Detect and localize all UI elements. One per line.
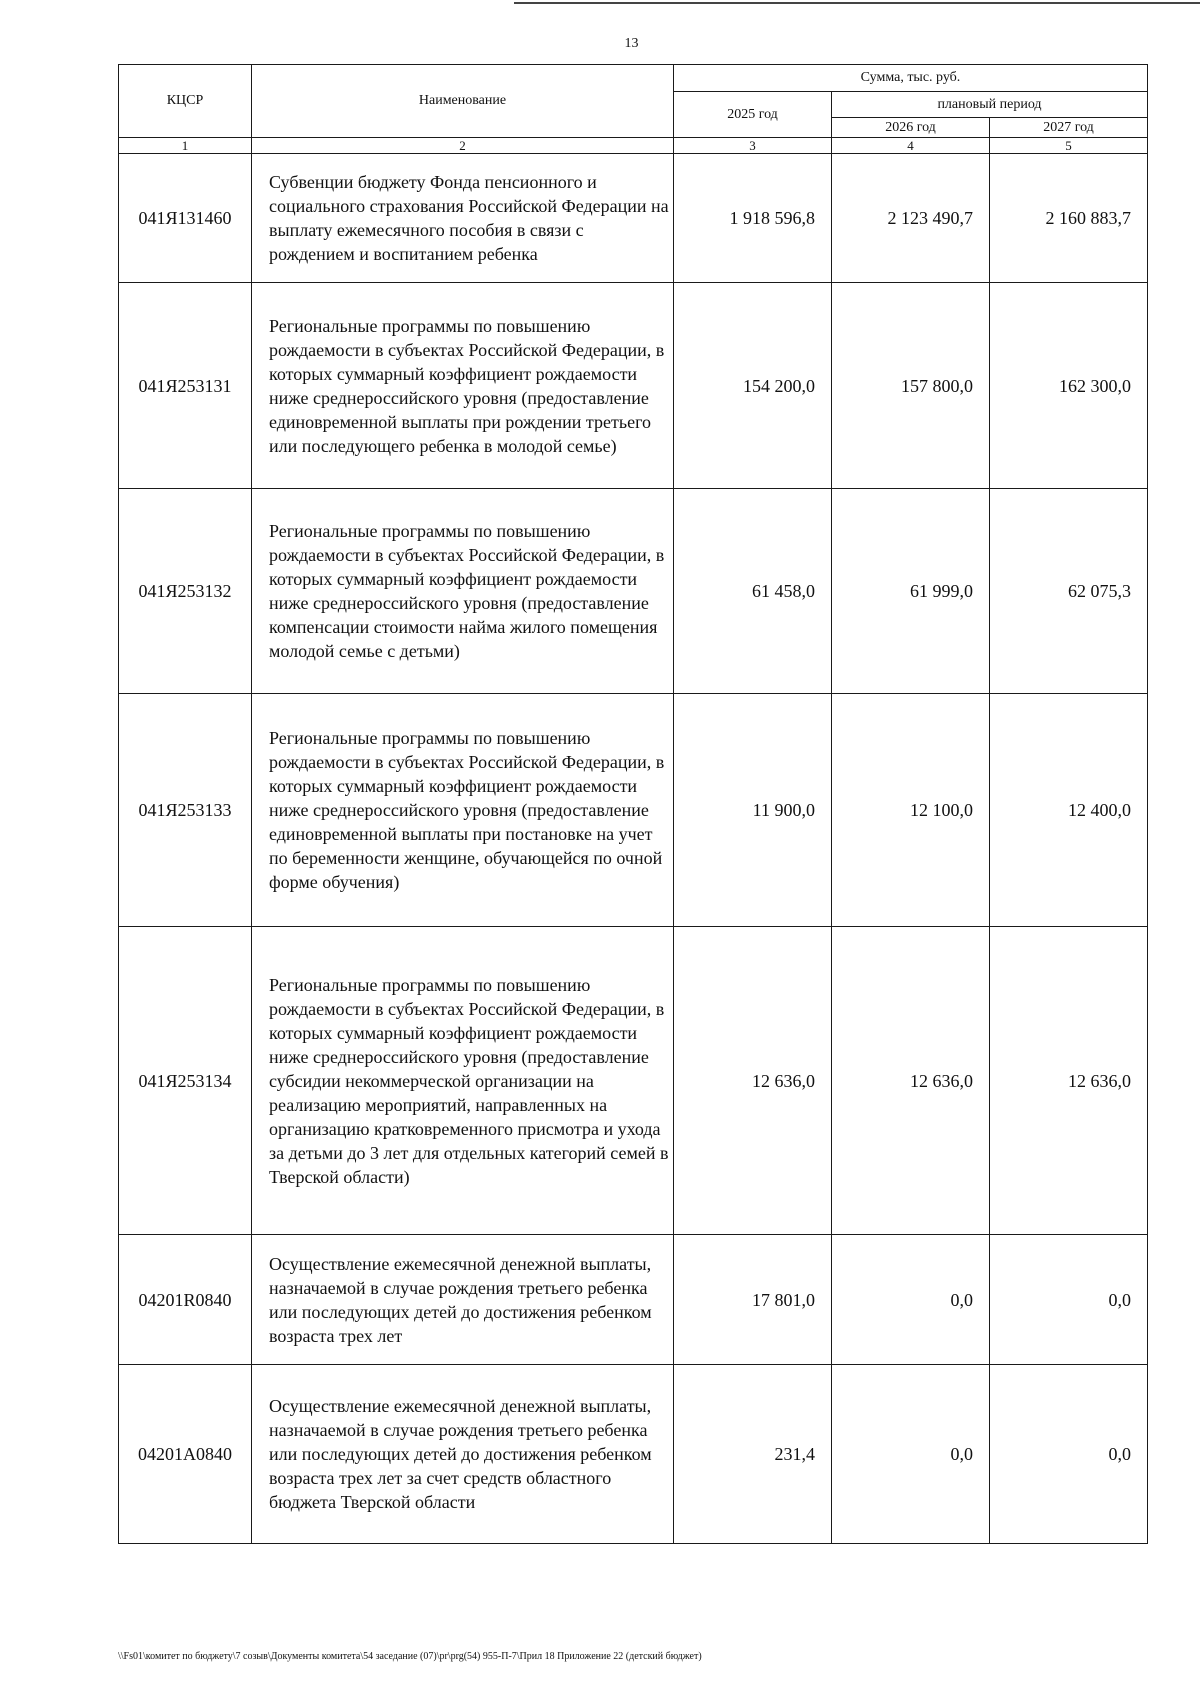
- row-amount-2025: 61 458,0: [674, 489, 832, 694]
- header-sum: Сумма, тыс. руб.: [674, 65, 1148, 92]
- row-amount-2026: 2 123 490,7: [832, 154, 990, 283]
- header-2025: 2025 год: [674, 92, 832, 138]
- header-2026: 2026 год: [832, 118, 990, 138]
- header-2027: 2027 год: [990, 118, 1148, 138]
- row-amount-2025: 17 801,0: [674, 1235, 832, 1365]
- row-name: Региональные программы по повышению рождаемости в субъектах Российской Федерации, в которых суммарный коэффициент рождаемости ниже среднероссийского уровня (предоставление компенсации стоимости найма жилого помещения молодой семье с детьми): [252, 489, 674, 694]
- row-name: Осуществление ежемесячной денежной выплаты, назначаемой в случае рождения третьего ребенка или последующих детей до достижения ребенком возраста трех лет за счет средств областного бюджета Тверской области: [252, 1365, 674, 1544]
- header-code: КЦСР: [119, 65, 252, 138]
- row-name: Осуществление ежемесячной денежной выплаты, назначаемой в случае рождения третьего ребенка или последующих детей до достижения ребенком возраста трех лет: [252, 1235, 674, 1365]
- row-name: Региональные программы по повышению рождаемости в субъектах Российской Федерации, в которых суммарный коэффициент рождаемости ниже среднероссийского уровня (предоставление единовременной выплаты при постановке на учет по беременности женщине, обучающейся по очной форме обучения): [252, 694, 674, 927]
- row-amount-2027: 0,0: [990, 1365, 1148, 1544]
- row-amount-2026: 12 100,0: [832, 694, 990, 927]
- row-amount-2027: 12 636,0: [990, 927, 1148, 1235]
- header-name: Наименование: [252, 65, 674, 138]
- row-amount-2027: 2 160 883,7: [990, 154, 1148, 283]
- column-number-2: 2: [252, 138, 674, 154]
- column-number-4: 4: [832, 138, 990, 154]
- row-name: Региональные программы по повышению рождаемости в субъектах Российской Федерации, в которых суммарный коэффициент рождаемости ниже среднероссийского уровня (предоставление субсидии некоммерческой организации на реализацию мероприятий, направленных на организацию кратковременного присмотра и ухода за детьми до 3 лет для отдельных категорий семей в Тверской области): [252, 927, 674, 1235]
- file-path-footer: \\Fs01\комитет по бюджету\7 созыв\Документы комитета\54 заседание (07)\pr\prg(54) 955-П-7\Прил 18 Приложение 22 (детский бюджет): [118, 1651, 702, 1662]
- row-amount-2025: 231,4: [674, 1365, 832, 1544]
- row-amount-2027: 0,0: [990, 1235, 1148, 1365]
- table-row: [119, 283, 1148, 489]
- row-name: Субвенции бюджету Фонда пенсионного и социального страхования Российской Федерации на выплату ежемесячного пособия в связи с рождением и воспитанием ребенка: [252, 154, 674, 283]
- row-code: 041Я253134: [119, 927, 252, 1235]
- row-amount-2026: 0,0: [832, 1235, 990, 1365]
- row-amount-2025: 154 200,0: [674, 283, 832, 489]
- top-edge-rule: [514, 2, 1200, 4]
- row-code: 041Я253131: [119, 283, 252, 489]
- header-planned-period: плановый период: [832, 92, 1148, 118]
- table-row: [119, 1365, 1148, 1544]
- table-row: [119, 927, 1148, 1235]
- row-amount-2027: 12 400,0: [990, 694, 1148, 927]
- page-number: 13: [624, 36, 639, 51]
- row-amount-2025: 11 900,0: [674, 694, 832, 927]
- row-code: 041Я253132: [119, 489, 252, 694]
- row-amount-2026: 61 999,0: [832, 489, 990, 694]
- row-amount-2027: 162 300,0: [990, 283, 1148, 489]
- row-amount-2027: 62 075,3: [990, 489, 1148, 694]
- column-number-1: 1: [119, 138, 252, 154]
- row-amount-2025: 12 636,0: [674, 927, 832, 1235]
- row-code: 041Я131460: [119, 154, 252, 283]
- row-amount-2026: 12 636,0: [832, 927, 990, 1235]
- row-amount-2025: 1 918 596,8: [674, 154, 832, 283]
- row-amount-2026: 157 800,0: [832, 283, 990, 489]
- row-code: 04201R0840: [119, 1235, 252, 1365]
- row-name: Региональные программы по повышению рождаемости в субъектах Российской Федерации, в которых суммарный коэффициент рождаемости ниже среднероссийского уровня (предоставление единовременной выплаты при рождении третьего или последующего ребенка в молодой семье): [252, 283, 674, 489]
- column-number-3: 3: [674, 138, 832, 154]
- row-code: 04201A0840: [119, 1365, 252, 1544]
- table-row: [119, 154, 1148, 283]
- row-code: 041Я253133: [119, 694, 252, 927]
- column-number-5: 5: [990, 138, 1148, 154]
- table-row: [119, 1235, 1148, 1365]
- table-row: [119, 489, 1148, 694]
- row-amount-2026: 0,0: [832, 1365, 990, 1544]
- table-row: [119, 694, 1148, 927]
- budget-table: [118, 64, 1148, 1544]
